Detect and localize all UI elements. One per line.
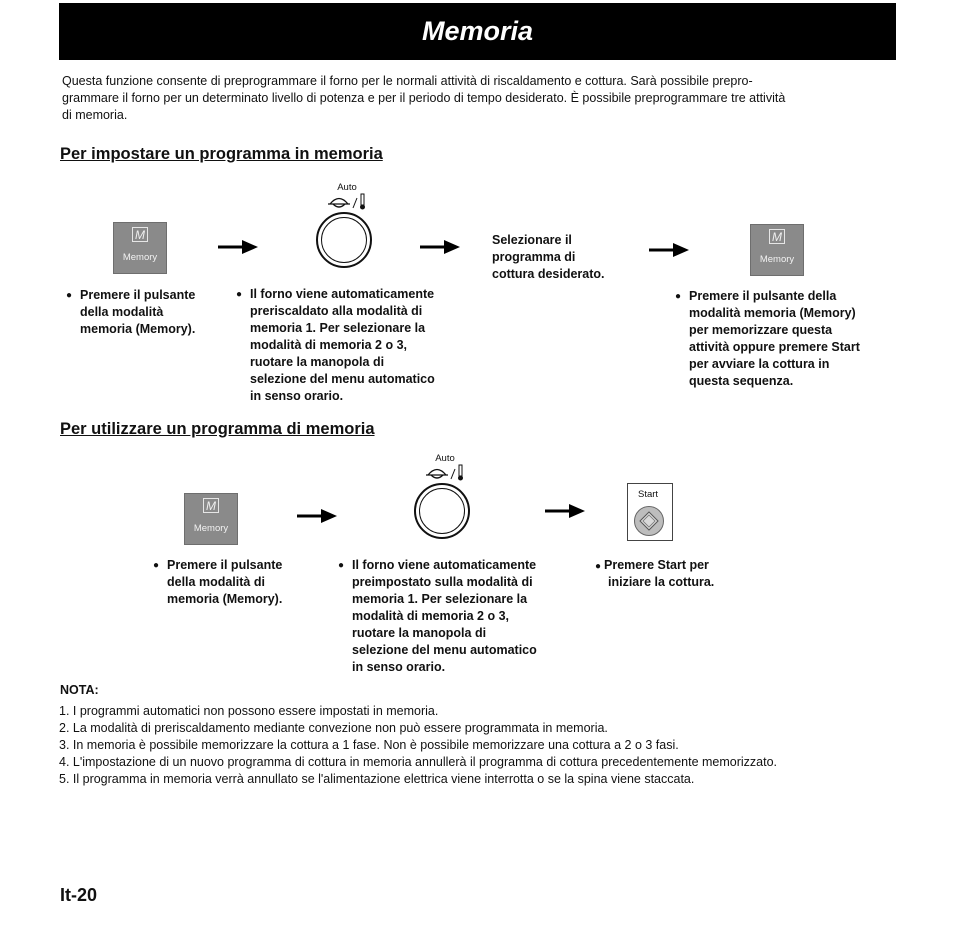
memory-m-icon: M [769, 229, 785, 244]
nota-title: NOTA: [60, 683, 99, 697]
step-line: memoria 1. Per selezionare la [250, 321, 426, 335]
step-line: ruotare la manopola di [352, 626, 487, 640]
step-line: preriscaldato alla modalità di [250, 304, 423, 318]
step-line: attività oppure premere Start [689, 340, 860, 354]
nota-list [59, 703, 777, 788]
bullet-icon: ● [153, 560, 160, 571]
bullet-icon: ● [66, 290, 73, 301]
step-press-start-text [604, 557, 714, 591]
step-line: Premere Start per [604, 558, 709, 572]
auto-label: Auto [337, 182, 357, 193]
section-heading-set-program: Per impostare un programma in memoria [60, 145, 383, 163]
bullet-icon: ● [675, 291, 682, 302]
arrow-right-icon [545, 504, 585, 518]
step-store-or-start-text [689, 288, 860, 390]
step-line: per memorizzare questa [689, 323, 833, 337]
step-line: per avviare la cottura in [689, 357, 830, 371]
step-line: questa sequenza. [689, 374, 794, 388]
auto-dial-group [312, 182, 382, 292]
step-press-memory-text [167, 557, 282, 608]
step-line: memoria (Memory). [80, 322, 196, 336]
step-line: Premere il pulsante [80, 288, 196, 302]
arrow-right-icon [218, 240, 258, 254]
step-preset-text [352, 557, 537, 676]
step-select-program-text [492, 232, 605, 283]
memory-m-icon: M [203, 498, 219, 513]
step-line: in senso orario. [352, 660, 446, 674]
page-number: It-20 [60, 885, 98, 905]
auto-dial-group [410, 453, 480, 563]
step-line: modalità di memoria 2 o 3, [352, 609, 509, 623]
start-knob [634, 506, 664, 536]
memory-button[interactable] [750, 224, 804, 276]
step-line: modalità di memoria 2 o 3, [250, 338, 407, 352]
step-line: iniziare la cottura. [608, 575, 715, 589]
step-line: preimpostato sulla modalità di [352, 575, 533, 589]
step-line: Premere il pulsante della [689, 289, 837, 303]
memory-button-label: Memory [759, 254, 795, 265]
step-line: della modalità [80, 305, 164, 319]
section-heading-use-program: Per utilizzare un programma di memoria [60, 420, 375, 438]
memory-button-label: Memory [193, 523, 229, 534]
step-line: selezione del menu automatico [250, 372, 435, 386]
nota-item: 4. L'impostazione di un nuovo programma di cottura in memoria annullerà il programma di cottura precedentemente memorizzato. [59, 755, 778, 769]
nota-item: 2. La modalità di preriscaldamento mediante convezione non può essere programmata in memoria. [59, 721, 608, 735]
step-press-memory-text [80, 287, 195, 338]
auto-label: Auto [435, 453, 455, 464]
memory-button[interactable] [184, 493, 238, 545]
step-line: in senso orario. [250, 389, 344, 403]
arrow-right-icon [297, 509, 337, 523]
step-line: modalità memoria (Memory) [689, 306, 856, 320]
step-line: Il forno viene automaticamente [250, 287, 435, 301]
step-line: memoria 1. Per selezionare la [352, 592, 528, 606]
nota-item: 1. I programmi automatici non possono essere impostati in memoria. [59, 704, 439, 718]
bullet-icon: ● [595, 561, 602, 572]
step-line: memoria (Memory). [167, 592, 283, 606]
step-line: selezione del menu automatico [352, 643, 537, 657]
bullet-icon: ● [338, 560, 345, 571]
arrow-right-icon [649, 243, 689, 257]
memory-button[interactable] [113, 222, 167, 274]
step-line: Selezionare il [492, 233, 572, 247]
arrow-right-icon [420, 240, 460, 254]
intro-line: grammare il forno per un determinato livello di potenza e per il periodo di tempo desiderato. È possibile preprogrammare tre attività [62, 91, 786, 105]
step-preheat-text [250, 286, 435, 405]
start-button[interactable] [627, 483, 673, 541]
nota-item: 3. In memoria è possibile memorizzare la cottura a 1 fase. Non è possibile memorizzare una cottura a 2 o 3 fasi. [59, 738, 679, 752]
intro-line: di memoria. [62, 108, 128, 122]
memory-button-label: Memory [122, 252, 158, 263]
roast-thermometer-icon [424, 464, 468, 482]
page-title: Memoria [421, 16, 534, 46]
nota-item: 5. Il programma in memoria verrà annullato se l'alimentazione elettrica viene interrotta o se la spina viene staccata. [59, 772, 695, 786]
intro-line: Questa funzione consente di preprogrammare il forno per le normali attività di riscaldamento e cottura. Sarà possibile prepro- [62, 74, 753, 88]
step-line: ruotare la manopola di [250, 355, 385, 369]
auto-menu-dial[interactable] [414, 483, 470, 539]
start-button-label: Start [638, 489, 659, 500]
bullet-icon: ● [236, 289, 243, 300]
step-line: della modalità di [167, 575, 265, 589]
title-bar [59, 3, 896, 60]
step-line: Premere il pulsante [167, 558, 283, 572]
start-diamond-icon [635, 507, 663, 535]
intro-paragraph [62, 73, 892, 124]
memory-m-icon: M [132, 227, 148, 242]
step-line: Il forno viene automaticamente [352, 558, 537, 572]
auto-menu-dial[interactable] [316, 212, 372, 268]
roast-thermometer-icon [326, 193, 370, 211]
step-line: cottura desiderato. [492, 267, 605, 281]
step-line: programma di [492, 250, 576, 264]
